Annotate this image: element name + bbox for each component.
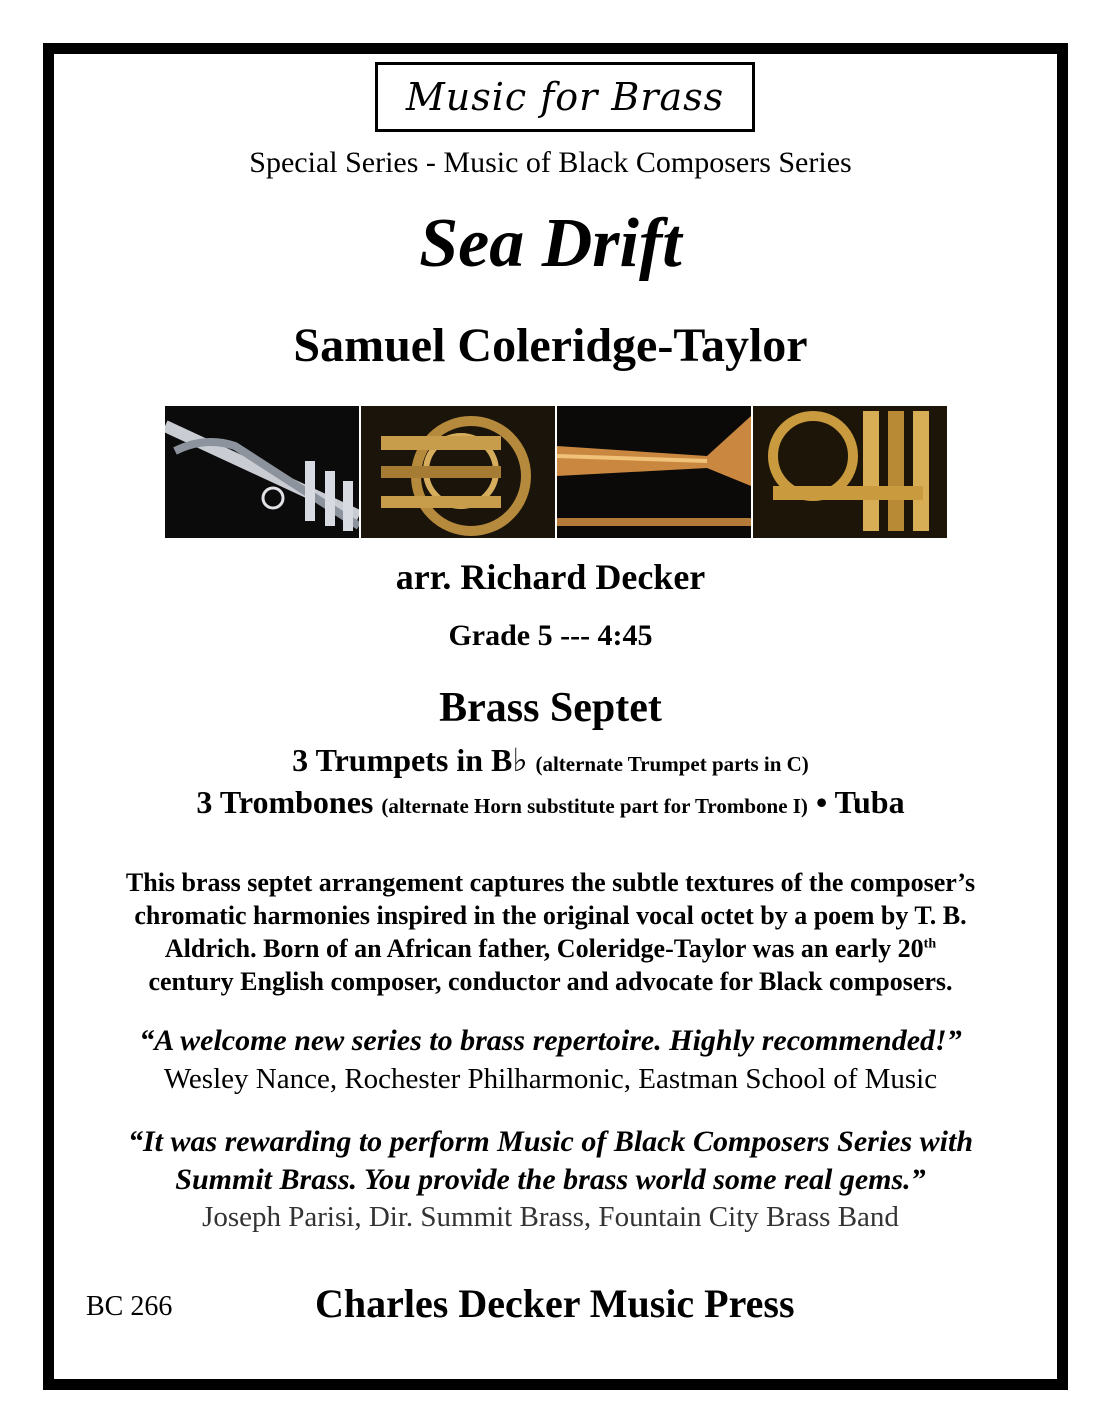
instrument-photo-strip [165,406,947,538]
tuba-label: • Tuba [815,784,905,820]
instrumentation-trombones [0,784,1101,821]
testimonial-quote: “It was rewarding to perform Music of Black Composers Series with [127,1125,974,1158]
brand-title: Music for Brass [405,75,725,119]
description-line: chromatic harmonies inspired in the original vocal octet by a poem by T. B. [134,901,967,930]
trombones-note: (alternate Horn substitute part for Trombone I) [381,794,808,818]
description [80,866,1021,998]
description-line: This brass septet arrangement captures the subtle textures of the composer’s [125,868,976,897]
ensemble-type: Brass Septet [439,685,662,731]
grade-duration: Grade 5 --- 4:45 [448,619,653,652]
description-line: Aldrich. Born of an African father, Coleridge-Taylor was an early 20th [164,934,937,963]
testimonial-quote: Summit Brass. You provide the brass world some real gems.” [175,1163,926,1196]
trumpets-label: 3 Trumpets in B♭ [292,742,528,778]
horn-photo [361,406,555,538]
series-title: Special Series - Music of Black Composers Series [249,146,852,179]
catalog-code: BC 266 [86,1291,173,1322]
testimonial-attribution: Wesley Nance, Rochester Philharmonic, Eastman School of Music [163,1063,938,1095]
arranger: arr. Richard Decker [395,557,706,597]
trumpet-photo [165,406,359,538]
publisher-name: Charles Decker Music Press [315,1281,795,1326]
trumpets-note: (alternate Trumpet parts in C) [535,752,809,776]
testimonial-quote: “A welcome new series to brass repertoire. Highly recommended!” [139,1024,962,1057]
instrumentation-trumpets [0,741,1101,779]
trombones-label: 3 Trombones [196,784,374,820]
composer-name: Samuel Coleridge-Taylor [293,319,808,372]
trombone-photo [557,406,751,538]
tuba-photo [753,406,947,538]
description-line: century English composer, conductor and advocate for Black composers. [148,967,953,996]
piece-title: Sea Drift [419,205,682,282]
testimonial-attribution: Joseph Parisi, Dir. Summit Brass, Fountain City Brass Band [202,1201,899,1233]
brand-box [375,62,755,132]
